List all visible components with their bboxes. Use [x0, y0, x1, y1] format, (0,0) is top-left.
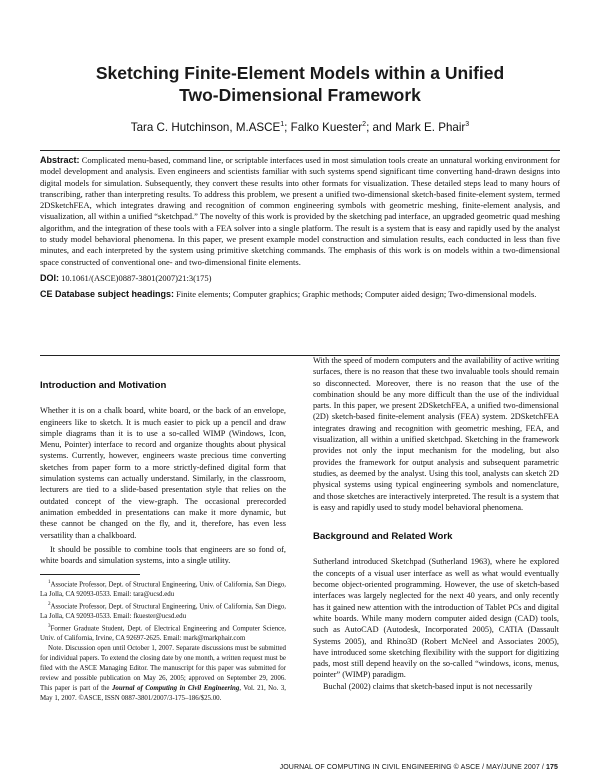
page-number: 175 [546, 764, 558, 771]
abstract-block [40, 150, 560, 356]
background-paragraph-2: Buchal (2002) claims that sketch-based input is not necessarily [323, 681, 533, 691]
doi-value: 10.1061/(ASCE)0887-3801(2007)21:3(175) [61, 272, 212, 283]
author-3-affiliation-mark: 3 [465, 121, 470, 128]
footnote-2 [40, 600, 286, 622]
intro-paragraph-2: It should be possible to combine tools that engineers are so fond of, white boards and simulation systems, into a single utility. [40, 544, 286, 566]
author-list [40, 118, 560, 135]
submission-note-issn: , Vol. 21, No. 3, May 1, 2007. ©ASCE, ISSN 0887-3801/2007/3-175–186/$25.00. [40, 684, 286, 702]
title-line-2: Two-Dimensional Framework [179, 85, 421, 105]
background-paragraph-1: Sutherland introduced Sketchpad (Sutherland 1963), where he explored the concepts of a visual user interface as well as what would eventually become object-oriented programming. However, the use of sketch-based interfaces was largely neglected for the next 40 years, and only recently has it gained new attention with the introduction of Tablet PCs and digital white boards. While many modern computer aided design (CAD) tools, such as AutoCAD (Autodesk, Incorporated 2005), CATIA (Dassault Systems 2005), and Rhino3D (Robert McNeel and Associates 2005), have introduced some sketching flexibility with the support for digitizing pads, most still depend heavily on the so-called “windows, icons, menus, pointer” (WIMP) paradigm. [313, 557, 559, 680]
footnote-3-text: Former Graduate Student, Dept. of Electrical Engineering and Computer Science, Univ. of California, Irvine, CA 92697-2625. Email: mark@markphair.com [40, 625, 286, 643]
background-heading-text: Background and Related Work [313, 531, 453, 543]
subject-headings-label: CE Database subject headings: [40, 288, 175, 299]
right-paragraph-1: With the speed of modern computers and the availability of active writing surfaces, there is no reason that these two invaluable tools should remain so disconnected. Moreover, there is no reason that the use of the combination should be any more difficult than the use of the individual parts. In this paper, we present 2DSketchFEA, a unified two-dimensional (2D) sketch-based finite-element analysis (FEA) system. 2DSketchFEA integrates drawing and recognition with geometric meshing, FEA, and visualization, all within a unified sketchpad. Sketching in the framework provides not only the input mechanism for the modeling, but also provides the framework for output analysis and subsequent parametric studies, as deemed by the analyst. Using this tool, analysts can sketch 2D physical systems using typical engineering symbols and nomenclature, and those sketches are interactively interpreted. The result is a system that is easy and rapidly used to study model behavioral phenomena. [313, 356, 559, 512]
footnote-2-mark: 2 [48, 602, 51, 608]
abstract-text: Complicated menu-based, command line, or scriptable interfaces used in most simulation tools create an unnatural working environment for model development and analysis. Even engineers and scientists familiar with such systems spend significant time converting hand-drawn designs into digital models for simulation. Subsequently, they convert these results into other formats for visualization. These detailed steps lead to many hours of transcribing, rather than interpreting results. To address this problem, we present a unified two-dimensional sketch-based finite-element system, termed 2DSketchFEA, which integrates drawing and recognition of common engineering symbols with geometric meshing, finite-element analysis, and visualization, all within a unified “sketchpad.” The novelty of this work is provided by the sketching pad interface, an upgraded geometric quad meshing algorithm, and the integration of these tools with a FEA solver into a single platform. The result is a system that is easy and rapidly used by the analyst to study model behavioral phenomena. In this paper, we present example model construction and simulation results, each conducted in less than five minutes, and each interpreted by the system using primitive sketching commands. The emphasis of this work is on models within a two-dimensional space constructed of conventional one- and two-dimensional finite elements. [40, 155, 561, 267]
paper-title [40, 62, 560, 106]
submission-note-text: Note. Discussion open until October 1, 2007. Separate discussions must be submitted for individual papers. To extend the closing date by one month, a written request must be filed with the ASCE Managing Editor. The manuscript for this paper was submitted for review and possible publication on May 26, 2005; approved on September 29, 2006. This paper is part of the [40, 645, 286, 692]
left-column [40, 380, 286, 566]
subject-headings-text: Finite elements; Computer graphics; Graphic methods; Computer aided design; Two-dimensional models. [176, 288, 537, 299]
footnote-rule [40, 574, 140, 575]
intro-heading [40, 380, 286, 391]
doi-label: DOI: [40, 272, 59, 283]
abstract-paragraph [40, 155, 560, 268]
intro-heading-text: Introduction and Motivation [40, 380, 167, 391]
footnote-2-text: Associate Professor, Dept. of Structural Engineering, Univ. of California, San Diego, La Jolla, CA 92093-0533. Email: fkuester@ucsd.edu [40, 603, 286, 621]
author-3: ; and Mark E. Phair [366, 120, 466, 134]
background-heading [313, 531, 559, 542]
author-2: ; Falko Kuester [284, 120, 363, 134]
journal-name: Journal of Computing in Civil Engineering [111, 684, 240, 692]
title-line-1: Sketching Finite-Element Models within a Unified [95, 63, 505, 83]
footnote-1 [40, 578, 286, 600]
page-footer [280, 764, 558, 771]
abstract-label: Abstract: [40, 155, 80, 165]
footnote-1-mark: 1 [48, 580, 51, 585]
footnote-1-text: Associate Professor, Dept. of Structural Engineering, Univ. of California, San Diego, La Jolla, CA 92093-0533. Email: tara@ucsd.edu [40, 581, 286, 599]
author-1-affiliation-mark: 1 [280, 121, 285, 128]
footnote-3-mark: 3 [48, 624, 51, 630]
author-1: Tara C. Hutchinson, M.ASCE [130, 120, 281, 134]
doi-line [40, 273, 560, 284]
author-2-affiliation-mark: 2 [362, 121, 367, 128]
subject-headings [40, 289, 560, 300]
submission-note [40, 644, 286, 703]
footnote-3 [40, 622, 286, 644]
right-column [313, 355, 559, 692]
footnotes [40, 578, 286, 704]
footer-journal: JOURNAL OF COMPUTING IN CIVIL ENGINEERING © ASCE / MAY/JUNE 2007 / [279, 764, 547, 771]
intro-paragraph-1: Whether it is on a chalk board, white board, or the back of an envelope, engineers like to sketch. It is much easier to pick up a pencil and draw simple diagrams than it is to use a so-called WIMP (Windows, Icon, Menu, Pointer) interface to record and organize thoughts about physical systems. Currently, however, engineers waste precious time converting sketches from paper form to a more strictly-defined digital form that simulation systems can actually understand. Similarly, in the classroom, lecturers are tied to a slide-based presentation style that relies on the outdated concept of the view-graph. The occasional prerecorded animation embedded in presentations can make it more dynamic, but these cannot be changed on the fly, and it, therefore, has even less versatility than a chalkboard. [40, 406, 286, 540]
